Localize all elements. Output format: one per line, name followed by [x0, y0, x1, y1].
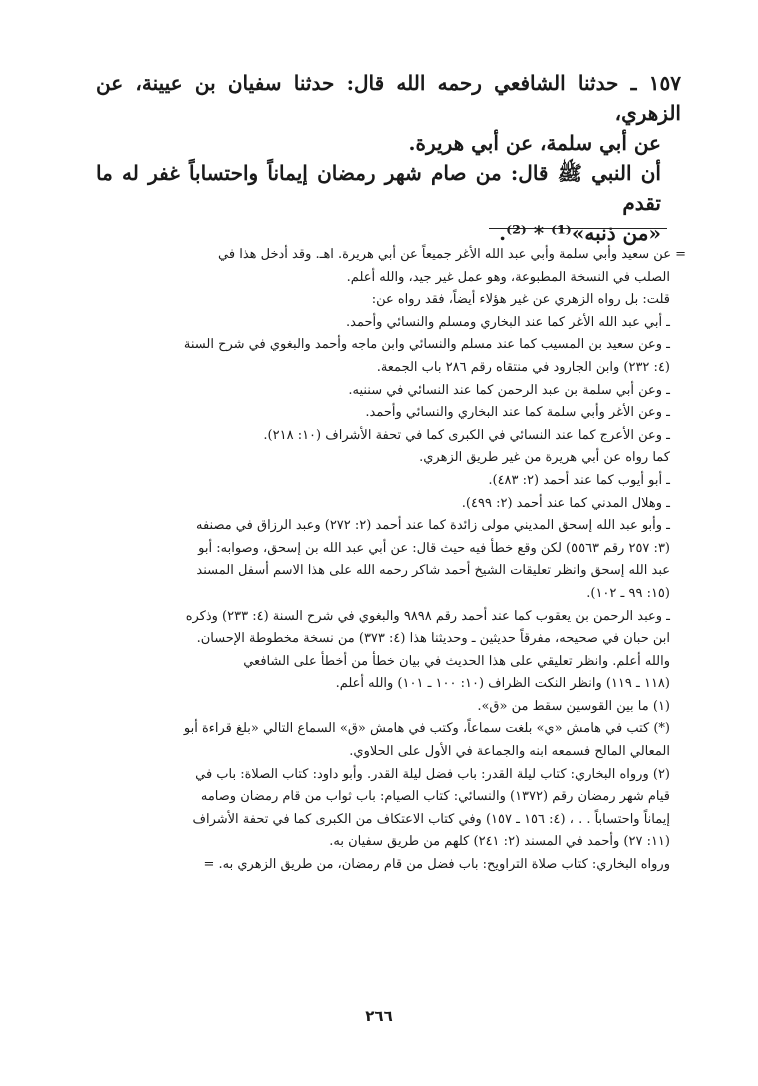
footnote-line: ـ أبي عبد الله الأغر كما عند البخاري ومسلم والنسائي وأحمد.	[346, 314, 670, 330]
footnote-line: ورواه البخاري: كتاب صلاة التراويح: باب فضل من قام رمضان، من طريق الزهري به. =	[203, 857, 670, 873]
footnote-line: الصلب في النسخة المطبوعة، وهو عمل غير جيد، والله أعلم.	[346, 269, 670, 285]
footnote-line: ـ وعبد الرحمن بن يعقوب كما عند أحمد رقم ٩٨٩٨ والبغوي في شرح السنة (٤: ٢٣٣) وذكره	[185, 608, 670, 624]
footnote-line: ـ أبو أيوب كما عند أحمد (٢: ٤٨٣).	[488, 472, 670, 488]
footnote-line: قيام شهر رمضان رقم (١٣٧٢) والنسائي: كتاب الصيام: باب ثواب من قام رمضان وصامه	[200, 789, 670, 805]
footnote-line: إيماناً واحتساباً . . ، (٤: ١٥٦ ـ ١٥٧) وفي كتاب الاعتكاف من الكبرى كما في تحفة الأشراف	[192, 811, 670, 827]
footnotes	[86, 244, 686, 877]
footnote-line: (٣: ٢٥٧ رقم ٥٥٦٣) لكن وقع خطأ فيه حيث قال: عن أبي عبد الله بن إسحق، وصوابه: أبو	[198, 540, 670, 556]
hadith-line: أن النبي ﷺ قال: من صام شهر رمضان إيماناً واحتساباً غفر له ما تقدم	[96, 161, 661, 215]
footnote-line: ـ وهلال المدني كما عند أحمد (٢: ٤٩٩).	[461, 495, 670, 511]
footnote-line: (٤: ٢٣٢) وابن الجارود في منتقاه رقم ٢٨٦ باب الجمعة.	[376, 359, 670, 375]
hadith-text	[96, 68, 681, 248]
footnote-line: (١١٨ ـ ١١٩) وانظر النكت الظراف (١٠: ١٠٠ ـ ١٠١) والله أعلم.	[335, 676, 670, 692]
footnote-divider	[489, 228, 667, 229]
footnote-line: (١) ما بين القوسين سقط من «ق».	[477, 698, 670, 714]
footnote-line: (٢) ورواه البخاري: كتاب ليلة القدر: باب فضل ليلة القدر. وأبو داود: كتاب الصلاة: باب في	[195, 766, 670, 782]
footnote-line: عبد الله إسحق وانظر تعليقات الشيخ أحمد شاكر رحمه الله على هذا الاسم أسفل المسند	[196, 563, 670, 579]
footnote-line: ـ وعن أبي سلمة بن عبد الرحمن كما عند النسائي في سننيه.	[348, 382, 670, 398]
hadith-line: «من ذنبه»⁽¹⁾ * ⁽²⁾.	[499, 221, 661, 245]
footnote-line: قلت: بل رواه الزهري عن غير هؤلاء أيضاً، فقد رواه عن:	[371, 292, 670, 308]
footnote-line: كما رواه عن أبي هريرة من غير طريق الزهري.	[419, 450, 670, 466]
footnote-line: والله أعلم. وانظر تعليقي على هذا الحديث في بيان خطأ من أخطأ على الشافعي	[243, 653, 670, 669]
footnote-line: ـ وعن الأعرج كما عند النسائي في الكبرى كما في تحفة الأشراف (١٠: ٢١٨).	[263, 427, 670, 443]
footnote-line: ـ وأبو عبد الله إسحق المديني مولى زائدة كما عند أحمد (٢: ٢٧٢) وعبد الرزاق في مصنفه	[195, 518, 670, 534]
footnote-line: = عن سعيد وأبي سلمة وأبي عبد الله الأغر جميعاً عن أبي هريرة. اهـ. وقد أدخل هذا في	[218, 247, 686, 262]
page-number: ٢٦٦	[365, 1007, 393, 1025]
footnote-line: ـ وعن سعيد بن المسيب كما عند مسلم والنسائي وابن ماجه وأحمد والبغوي في شرح السنة	[183, 337, 670, 353]
footnote-line: ـ وعن الأغر وأبي سلمة كما عند البخاري والنسائي وأحمد.	[365, 405, 670, 421]
footnote-line: (١١: ٢٧) وأحمد في المسند (٢: ٢٤١) كلهم من طريق سفيان به.	[329, 834, 670, 850]
hadith-line: عن أبي سلمة، عن أبي هريرة.	[408, 131, 661, 155]
footnote-line: ابن حبان في صحيحه، مفرقاً حديثين ـ وحديثنا هذا (٤: ٣٧٣) من نسخة مخطوطة الإحسان.	[196, 631, 670, 647]
hadith-line: ١٥٧ ـ حدثنا الشافعي رحمه الله قال: حدثنا سفيان بن عيينة، عن الزهري،	[96, 71, 681, 125]
footnote-line: المعالي المالح فسمعه ابنه والجماعة في الأول على الحلاوي.	[349, 744, 670, 760]
footnote-line: (١٥: ٩٩ ـ ١٠٢).	[586, 585, 670, 601]
footnote-line: (*) كتب في هامش «ي» بلغت سماعاً، وكتب في هامش «ق» السماع التالي «بلغ قراءة أبو	[183, 721, 670, 737]
